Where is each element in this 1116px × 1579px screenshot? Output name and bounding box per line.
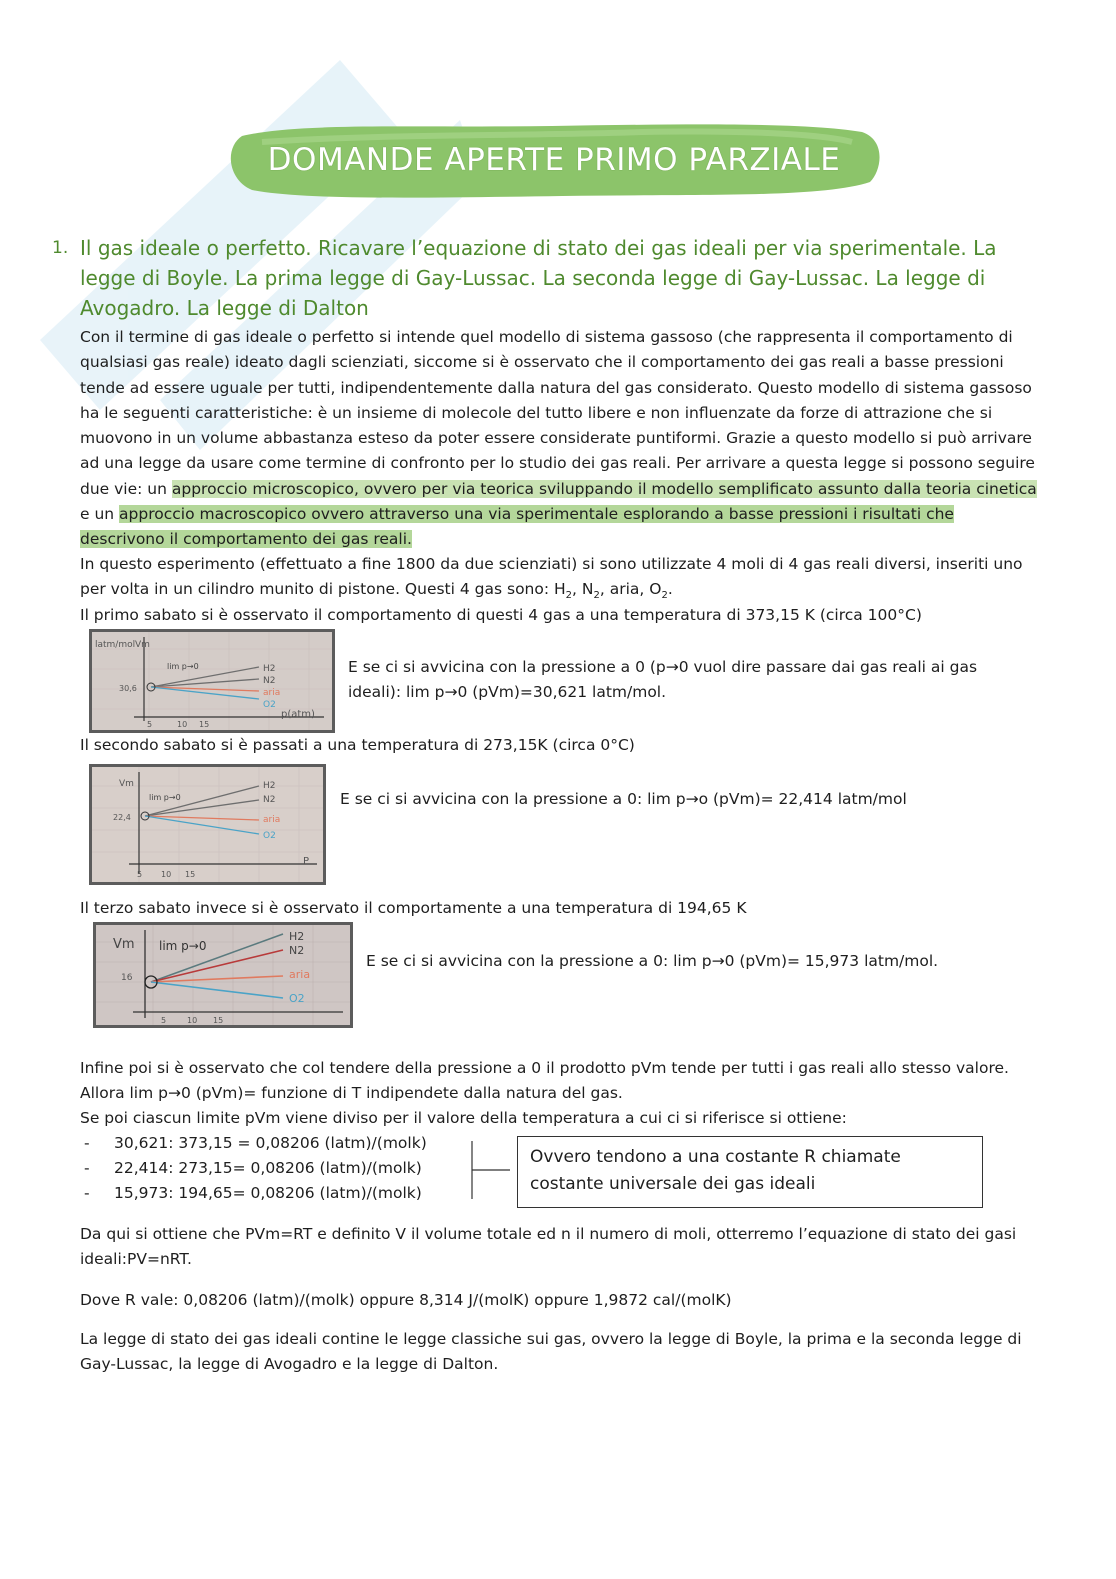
caption-graph-373k: E se ci si avvicina con la pressione a 0 (p→0 vuol dire passare dai gas reali ai gas ideali): lim p→0 (pVm)=30,621 latm/mol. [348,658,978,701]
x-axis-label: P [303,856,310,867]
legend-o2: O2 [289,992,305,1005]
y-axis-label: Vm [113,937,135,952]
legend-aria: aria [263,688,281,698]
subscript: 2 [593,590,600,602]
legend-h2: H2 [263,664,276,674]
experiment-intro-text-d: . [667,580,673,599]
legend-n2: N2 [263,676,276,686]
page-title-banner [222,118,886,202]
constant-r-box: Ovvero tendono a una costante R chiamate costante universale dei gas ideali [517,1136,983,1208]
conclusion-paragraph-2: Se poi ciascun limite pVm viene diviso per il valore della temperatura a cui ci si riferisce si ottiene: [80,1109,847,1127]
legend-o2: O2 [263,700,276,710]
legend-n2: N2 [289,944,305,957]
x-tick-label: 15 [213,1016,224,1025]
y-tick-label: 22,4 [113,813,131,822]
ratio-list [80,1131,427,1206]
highlight-microscopic: approccio microscopico, ovvero per via teorica sviluppando il modello semplificato assunto dalla teoria cinetica [171,479,1037,498]
limit-annotation: lim p→0 [167,662,199,671]
r-values-text: Dove R vale: 0,08206 (latm)/(molk) oppure 8,314 J/(molK) oppure 1,9872 cal/(molK) [80,1291,732,1309]
caption-graph-194k: E se ci si avvicina con la pressione a 0: lim p→0 (pVm)= 15,973 latm/mol. [366,952,939,970]
list-item: - 22,414: 273,15= 0,08206 (latm)/(molk) [80,1156,427,1181]
legend-aria: aria [289,968,311,981]
x-tick-label: 5 [147,720,153,729]
question-title: Il gas ideale o perfetto. Ricavare l’equazione di stato dei gas ideali per via sperimentale. La legge di Boyle. La prima legge di Gay-Lussac. La seconda legge di Gay-Lussac. La legge di Avogadro. La legge di Dalton [80,236,997,320]
bracket-connector [470,1141,510,1199]
legend-n2: N2 [263,795,276,805]
legend-h2: H2 [289,930,305,943]
experiment-intro-text-c: , aria, O [599,580,662,599]
list-item: - 15,973: 194,65= 0,08206 (latm)/(molk) [80,1181,427,1206]
x-tick-label: 5 [137,870,143,879]
limit-annotation: lim p→0 [159,939,207,953]
legend-aria: aria [263,815,281,825]
conclusion-paragraph-3: Da qui si ottiene che PVm=RT e definito V il volume totale ed n il numero di moli, otterremo l’equazione di stato dei gasi ideali:PV=nRT. [80,1225,1017,1269]
experiment-intro [80,552,1040,609]
experiment-intro-text: In questo esperimento (effettuato a fine 1800 da due scienziati) si sono utilizzate 4 moli di 4 gas reali diversi, inseriti uno per volta in un cilindro munito di pistone. Questi 4 gas sono: H [80,555,1023,599]
first-saturday-text: Il primo sabato si è osservato il comportamento di questi 4 gas a una temperatura di 373,15 K (circa 100°C) [80,606,922,624]
question-number: 1. [52,238,69,258]
conclusion-paragraph-5: La legge di stato dei gas ideali contine le legge classiche sui gas, ovvero la legge di Boyle, la prima e la seconda legge di Gay-Lussac, la legge di Avogadro e la legge di Dalton. [80,1330,1022,1374]
conclusion-paragraph-1: Infine poi si è osservato che col tendere della pressione a 0 il prodotto pVm tende per tutti i gas reali allo stesso valore. Allora lim p→0 (pVm)= funzione di T indipendete dalla natura del gas. [80,1059,1009,1103]
graph-194k [93,922,353,1028]
y-axis-label: Vm [135,640,150,650]
intro-paragraph [80,325,1040,553]
caption-graph-273k: E se ci si avvicina con la pressione a 0: lim p→o (pVm)= 22,414 latm/mol [340,790,907,808]
intro-mid: e un [80,505,120,524]
limit-annotation: lim p→0 [149,793,181,802]
y-axis-unit-label: latm/mol [95,640,136,650]
highlight-macroscopic: approccio macroscopico ovvero attraverso una via sperimentale esplorando a basse pressioni i risultati che descrivono il comportamento dei gas reali. [80,505,954,549]
intro-text: Con il termine di gas ideale o perfetto si intende quel modello di sistema gassoso (che rappresenta il comportamento di qualsiasi gas reale) ideato dagli scienziati, siccome si è osservato che il comportamento dei gas reali a basse pressioni tende ad essere uguale per tutti, indipendentemente dalla natura del gas considerato. Questo modello di sistema gassoso ha le seguenti caratteristiche: è un insieme di molecole del tutto libere e non influenzate da forze di attrazione che si muovono in un volume abbastanza esteso da poter essere considerate puntiformi. Grazie a questo modello si può arrivare ad una legge da usare come termine di confronto per lo studio dei gas reali. Per arrivare a questa legge si possono seguire due vie: un [80,328,1035,498]
graph-373k [89,629,335,733]
second-saturday-text: Il secondo sabato si è passati a una temperatura di 273,15K (circa 0°C) [80,736,635,754]
x-tick-label: 10 [187,1016,198,1025]
y-tick-label: 16 [121,973,133,983]
subscript: 2 [661,590,668,602]
x-axis-label: p(atm) [281,709,315,720]
legend-h2: H2 [263,781,276,791]
graph-273k [89,764,326,885]
y-tick-label: 30,6 [119,684,137,693]
x-tick-label: 15 [185,870,196,879]
page-title: DOMANDE APERTE PRIMO PARZIALE [267,142,841,178]
x-tick-label: 10 [161,870,172,879]
legend-o2: O2 [263,831,276,841]
third-saturday-text: Il terzo sabato invece si è osservato il comportamente a una temperatura di 194,65 K [80,899,747,917]
y-axis-label: Vm [119,779,134,789]
x-tick-label: 5 [161,1016,167,1025]
x-tick-label: 15 [199,720,210,729]
x-tick-label: 10 [177,720,188,729]
experiment-intro-text-b: , N [572,580,594,599]
subscript: 2 [565,590,573,602]
list-item: - 30,621: 373,15 = 0,08206 (latm)/(molk) [80,1131,427,1156]
